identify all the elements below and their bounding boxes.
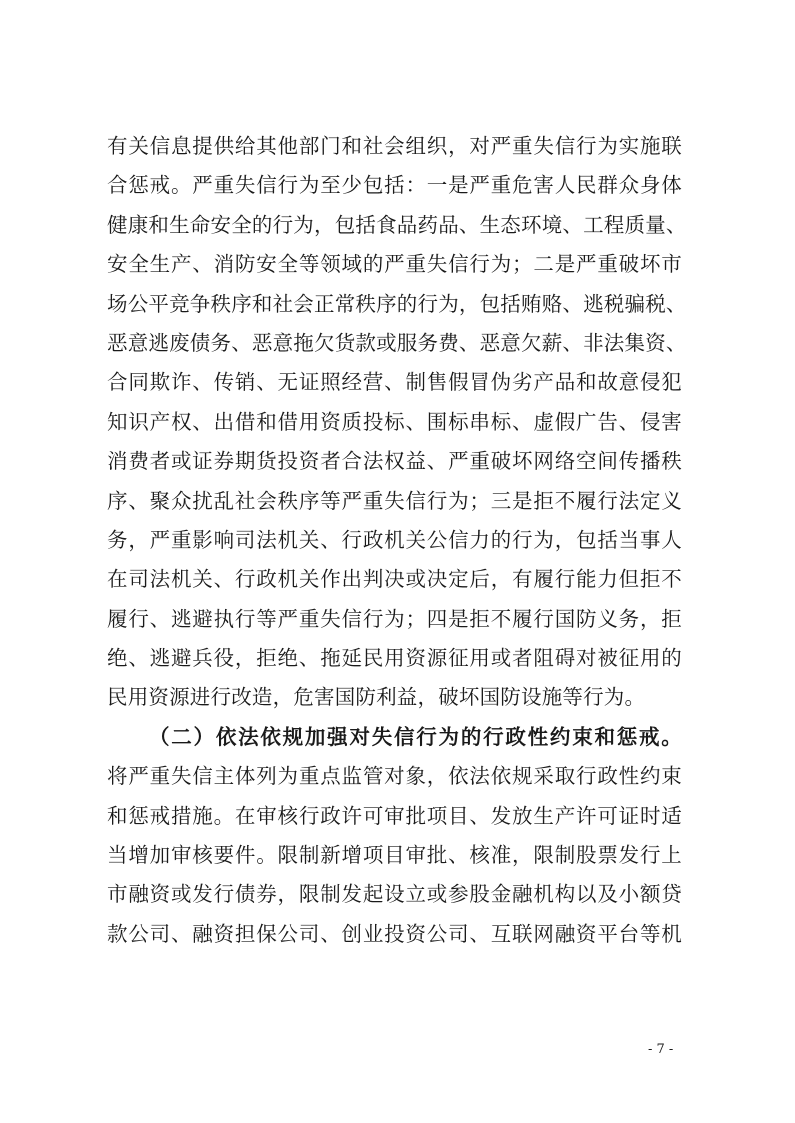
text-line: 安全生产、消防安全等领域的严重失信行为；二是严重破坏市 bbox=[107, 252, 682, 277]
text-line: 序、聚众扰乱社会秩序等严重失信行为；三是拒不履行法定义 bbox=[107, 488, 682, 513]
text-line: 和惩戒措施。在审核行政许可审批项目、发放生产许可证时适 bbox=[107, 803, 682, 828]
section-heading: （二）依法依规加强对失信行为的行政性约束和惩戒。 bbox=[149, 724, 682, 749]
text-line: 场公平竞争秩序和社会正常秩序的行为，包括贿赂、逃税骗税、 bbox=[107, 291, 687, 316]
text-line: 款公司、融资担保公司、创业投资公司、互联网融资平台等机 bbox=[107, 921, 682, 946]
text-line: 有关信息提供给其他部门和社会组织，对严重失信行为实施联 bbox=[107, 134, 682, 158]
text-line: 消费者或证券期货投资者合法权益、严重破坏网络空间传播秩 bbox=[107, 449, 682, 474]
text-line: 务，严重影响司法机关、行政机关公信力的行为，包括当事人 bbox=[107, 527, 682, 552]
text-line: 知识产权、出借和借用资质投标、围标串标、虚假广告、侵害 bbox=[107, 409, 682, 434]
text-line: 在司法机关、行政机关作出判决或决定后，有履行能力但拒不 bbox=[107, 567, 682, 592]
text-line: 绝、逃避兵役，拒绝、拖延民用资源征用或者阻碍对被征用的 bbox=[107, 646, 682, 671]
text-line: 合同欺诈、传销、无证照经营、制售假冒伪劣产品和故意侵犯 bbox=[107, 370, 682, 395]
text-line: 民用资源进行改造，危害国防利益，破坏国防设施等行为。 bbox=[107, 685, 646, 710]
text-line: 健康和生命安全的行为，包括食品药品、生态环境、工程质量、 bbox=[107, 212, 687, 237]
body-text bbox=[107, 127, 687, 954]
text-line: 合惩戒。严重失信行为至少包括：一是严重危害人民群众身体 bbox=[107, 173, 682, 198]
text-line: 当增加审核要件。限制新增项目审批、核准，限制股票发行上 bbox=[107, 843, 682, 868]
page-number: - 7 - bbox=[648, 1042, 674, 1057]
text-line: 将严重失信主体列为重点监管对象，依法依规采取行政性约束 bbox=[107, 764, 682, 789]
text-line: 恶意逃废债务、恶意拖欠货款或服务费、恶意欠薪、非法集资、 bbox=[107, 330, 687, 355]
text-line: 履行、逃避执行等严重失信行为；四是拒不履行国防义务，拒 bbox=[107, 606, 682, 631]
text-line: 市融资或发行债券，限制发起设立或参股金融机构以及小额贷 bbox=[107, 882, 682, 907]
